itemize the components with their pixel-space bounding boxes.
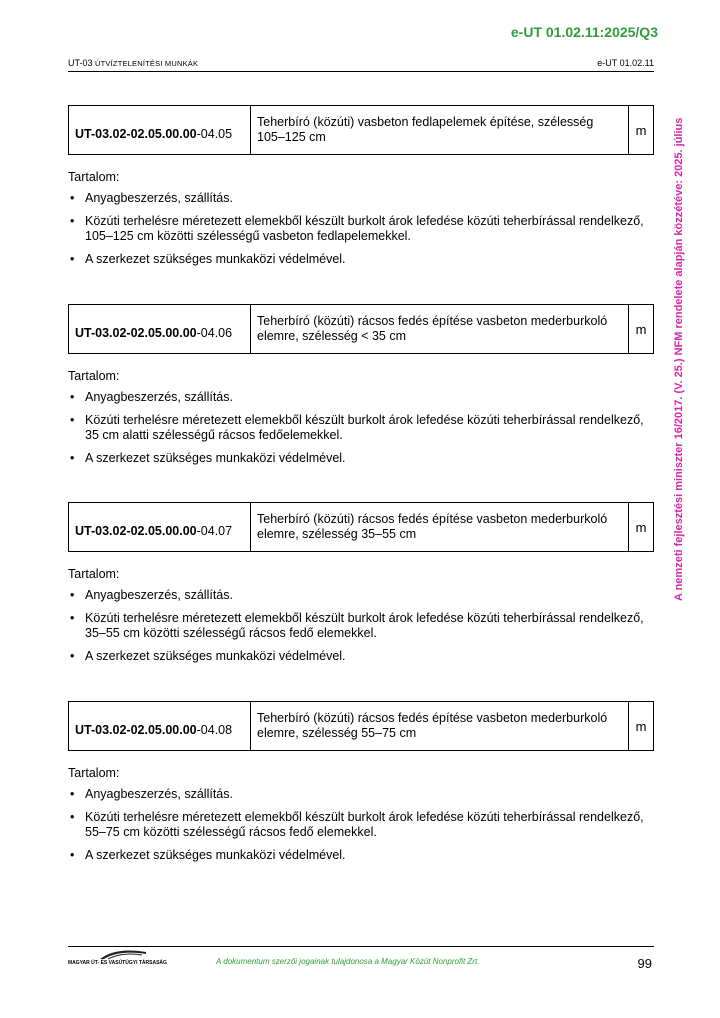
copyright-notice: A dokumentum szerzői jogainak tulajdonosa a Magyar Közút Nonprofit Zrt. xyxy=(216,957,480,966)
header-divider xyxy=(68,71,654,72)
work-item-unit: m xyxy=(635,122,647,138)
list-item: • A szerkezet szükséges munkaközi védelmével. xyxy=(68,848,654,863)
work-item-code-main: UT-03.02-02.05.00.00 xyxy=(75,723,197,737)
work-item-code xyxy=(69,503,251,551)
content-list xyxy=(68,588,654,664)
running-header-left xyxy=(68,58,198,68)
work-item-unit: m xyxy=(635,519,647,535)
content-list xyxy=(68,787,654,863)
list-item: • A szerkezet szükséges munkaközi védelmével. xyxy=(68,649,654,664)
work-item-code xyxy=(69,305,251,353)
chapter-title: ÚTVÍZTELENÍTÉSI MUNKÁK xyxy=(95,59,199,68)
chapter-code: UT-03 xyxy=(68,58,93,68)
content-label: Tartalom: xyxy=(68,369,120,383)
work-item-content xyxy=(68,567,654,664)
list-item: • Anyagbeszerzés, szállítás. xyxy=(68,191,654,206)
work-item-code-suffix: -04.08 xyxy=(196,723,233,737)
work-item-unit: m xyxy=(635,321,647,337)
content-list xyxy=(68,191,654,267)
list-item: • Anyagbeszerzés, szállítás. xyxy=(68,390,654,405)
work-item-description: Teherbíró (közúti) rácsos fedés építése vasbeton mederburkoló elemre, szélesség 35–55 cm xyxy=(251,503,629,551)
side-publication-note: A nemzeti fejlesztési miniszter 16/2017. (V. 25.) NFM rendelete alapján közzétéve: 2025. július xyxy=(673,117,685,601)
work-item-table xyxy=(68,304,654,354)
list-item: • A szerkezet szükséges munkaközi védelmével. xyxy=(68,451,654,466)
content-label: Tartalom: xyxy=(68,766,120,780)
work-item-code-suffix: -04.06 xyxy=(196,326,233,340)
work-item-description: Teherbíró (közúti) rácsos fedés építése vasbeton mederburkoló elemre, szélesség < 35 cm xyxy=(251,305,629,353)
work-item-description: Teherbíró (közúti) vasbeton fedlapelemek építése, szélesség 105–125 cm xyxy=(251,106,629,154)
work-item-content xyxy=(68,170,654,267)
work-item-code-suffix: -04.05 xyxy=(196,127,233,141)
list-item: • Közúti terhelésre méretezett elemekből készült burkolt árok lefedése közúti teherbírással rendelkező, 35–55 cm közötti szélességű rácsos fedő elemekkel. xyxy=(68,611,654,641)
work-item-content xyxy=(68,766,654,863)
list-item: • Anyagbeszerzés, szállítás. xyxy=(68,787,654,802)
work-item-table xyxy=(68,701,654,751)
running-header-right: e-UT 01.02.11 xyxy=(597,58,654,68)
content-list xyxy=(68,390,654,466)
list-item: • A szerkezet szükséges munkaközi védelmével. xyxy=(68,252,654,267)
document-code: e-UT 01.02.11:2025/Q3 xyxy=(510,24,658,40)
work-item-description: Teherbíró (közúti) rácsos fedés építése vasbeton mederburkoló elemre, szélesség 55–75 cm xyxy=(251,702,629,750)
work-item-code-main: UT-03.02-02.05.00.00 xyxy=(75,326,197,340)
work-item-code-main: UT-03.02-02.05.00.00 xyxy=(75,127,197,141)
list-item: • Anyagbeszerzés, szállítás. xyxy=(68,588,654,603)
work-item-code-suffix: -04.07 xyxy=(196,524,233,538)
content-label: Tartalom: xyxy=(68,170,120,184)
list-item: • Közúti terhelésre méretezett elemekből készült burkolt árok lefedése közúti teherbírással rendelkező, 105–125 cm közötti szélességű vasbeton fedlapelemekkel. xyxy=(68,214,654,244)
work-item-code xyxy=(69,106,251,154)
page-number: 99 xyxy=(637,956,652,971)
list-item: • Közúti terhelésre méretezett elemekből készült burkolt árok lefedése közúti teherbírással rendelkező, 55–75 cm közötti szélességű rácsos fedő elemekkel. xyxy=(68,810,654,840)
work-item xyxy=(68,701,654,871)
work-item-unit: m xyxy=(635,718,647,734)
work-item-code-main: UT-03.02-02.05.00.00 xyxy=(75,524,197,538)
content-label: Tartalom: xyxy=(68,567,120,581)
road-swoosh-icon xyxy=(98,948,148,960)
footer-divider xyxy=(68,946,654,947)
work-item-table xyxy=(68,502,654,552)
work-item xyxy=(68,304,654,474)
work-item xyxy=(68,105,654,275)
list-item: • Közúti terhelésre méretezett elemekből készült burkolt árok lefedése közúti teherbírással rendelkező, 35 cm alatti szélességű rácsos fedőelemekkel. xyxy=(68,413,654,443)
work-item-code xyxy=(69,702,251,750)
work-item-table xyxy=(68,105,654,155)
work-item xyxy=(68,502,654,672)
society-logo xyxy=(68,948,188,970)
logo-text: MAGYAR ÚT- ÉS VASÚTÜGYI TÁRSASÁG xyxy=(68,960,167,966)
work-item-content xyxy=(68,369,654,466)
